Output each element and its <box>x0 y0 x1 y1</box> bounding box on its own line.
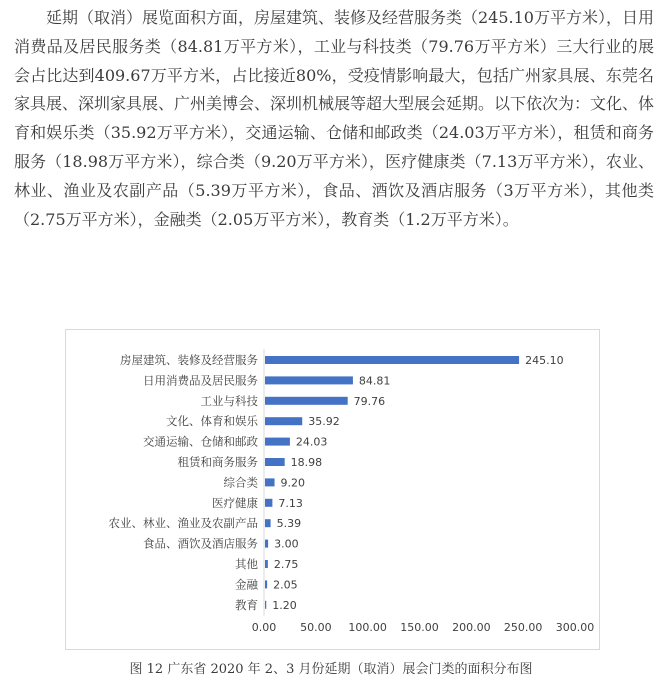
x-tick-label: 0.00 <box>251 621 277 634</box>
category-label: 其他 <box>235 557 258 571</box>
x-tick-label: 200.00 <box>452 621 491 634</box>
figure-caption: 图 12 广东省 2020 年 2、3 月份延期（取消）展会门类的面积分布图 <box>129 662 533 677</box>
data-label: 5.39 <box>276 517 302 531</box>
data-label: 2.05 <box>273 578 298 592</box>
category-label: 食品、酒饮及酒店服务 <box>143 536 258 551</box>
data-label: 7.13 <box>278 496 303 510</box>
category-label: 租赁和商务服务 <box>177 455 258 469</box>
bar <box>265 356 519 364</box>
category-label: 综合类 <box>223 475 258 490</box>
data-label: 24.03 <box>295 435 328 449</box>
category-label: 文化、体育和娱乐 <box>166 414 258 429</box>
bar <box>265 438 290 446</box>
bar <box>265 601 266 609</box>
body-paragraph: 延期（取消）展览面积方面，房屋建筑、装修及经营服务类（245.10万平方米），日用消费品及居民服务类（84.81万平方米），工业与科技类（79.76万平方米）三大行业的展会占比达到409.67万平方米，占比接近80%，受疫情影响最大，包括广州家具展、东莞名家具展、深圳家具展、广州美博会、深圳机械展等超大型展会延期。以下依次为：文化、体育和娱乐类（35.92万平方米），交通运输、仓储和邮政类（24.03万平方米），租赁和商务服务（18.98万平方米），综合类（9.20万平方米），医疗健康类（7.13万平方米），农业、林业、渔业及农副产品（5.39万平方米），食品、酒饮及酒店服务（3万平方米），其他类（2.75万平方米），金融类（2.05万平方米），教育类（1.2万平方米）。 <box>14 8 655 229</box>
bar <box>265 519 271 527</box>
data-label: 1.20 <box>272 598 297 612</box>
data-label: 3.00 <box>274 537 299 551</box>
data-label: 79.76 <box>353 394 386 408</box>
bar <box>265 376 353 384</box>
bar-chart <box>66 330 599 649</box>
bar <box>265 397 348 405</box>
bar <box>265 458 285 466</box>
category-label: 交通运输、仓储和邮政 <box>143 434 258 449</box>
category-label: 工业与科技 <box>200 393 258 408</box>
chart-area <box>65 329 600 650</box>
bar <box>265 560 268 568</box>
category-label: 日用消费品及居民服务 <box>143 373 258 388</box>
category-label: 农业、林业、渔业及农副产品 <box>108 516 258 531</box>
data-label: 18.98 <box>290 456 323 469</box>
bar <box>265 540 268 548</box>
category-label: 医疗健康 <box>212 495 258 510</box>
x-tick-label: 50.00 <box>300 621 332 634</box>
bar <box>265 478 275 486</box>
data-label: 35.92 <box>308 415 340 429</box>
x-tick-label: 100.00 <box>348 621 387 634</box>
data-label: 9.20 <box>280 476 306 490</box>
bar <box>265 499 272 507</box>
data-label: 245.10 <box>525 354 564 367</box>
bar <box>265 580 267 588</box>
x-tick-label: 150.00 <box>400 621 439 634</box>
data-label: 84.81 <box>358 374 391 388</box>
x-tick-label: 300.00 <box>555 621 595 634</box>
category-label: 房屋建筑、装修及经营服务 <box>120 353 258 367</box>
data-label: 2.75 <box>273 558 299 571</box>
category-label: 金融 <box>235 577 258 592</box>
category-label: 教育 <box>235 597 258 612</box>
x-tick-label: 250.00 <box>503 621 543 634</box>
bar <box>265 417 302 425</box>
